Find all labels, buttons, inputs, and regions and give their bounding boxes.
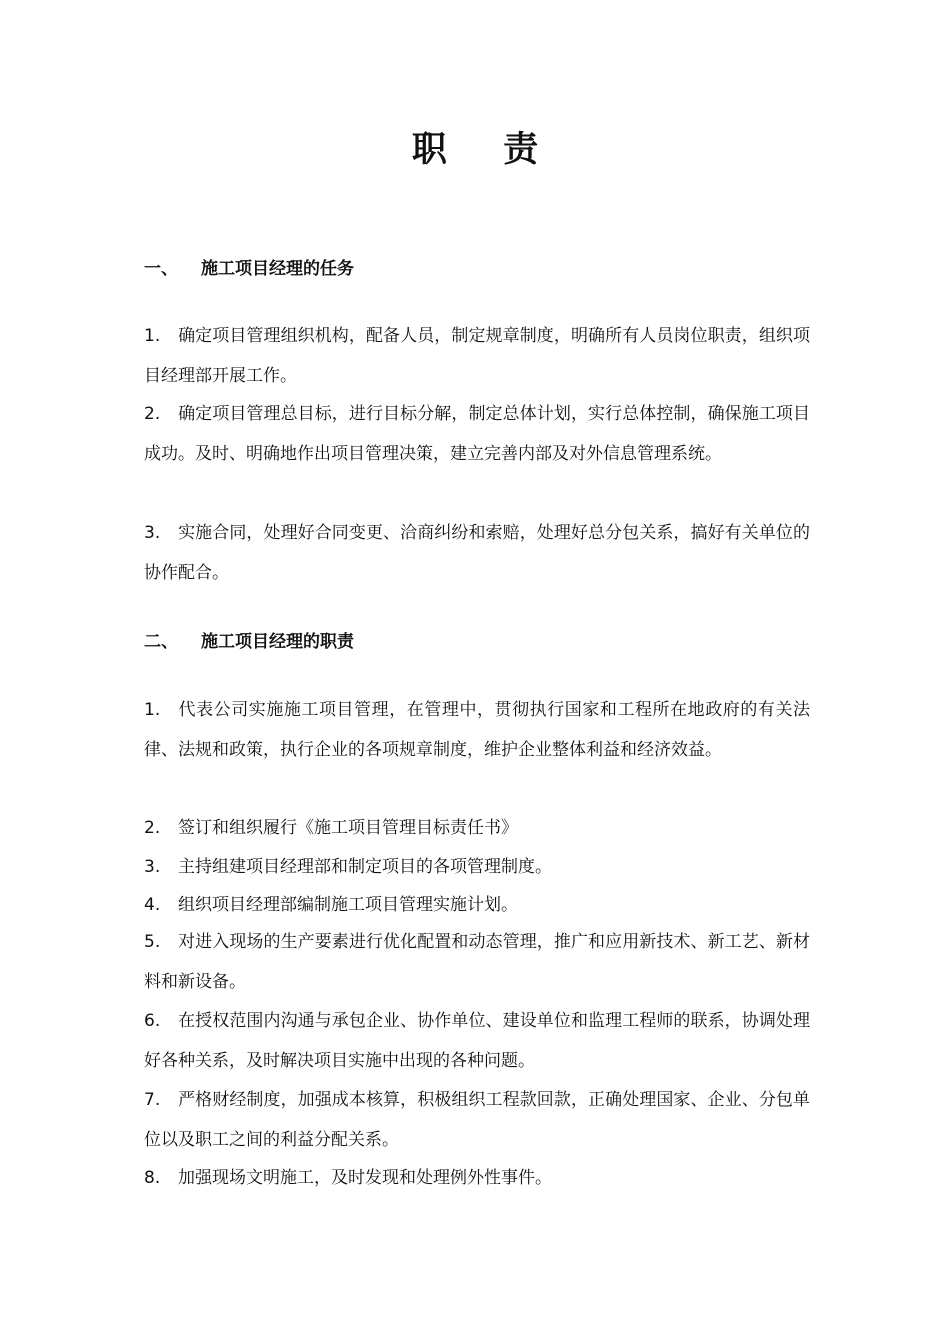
list-item: [144, 514, 810, 593]
list-item: [144, 1159, 810, 1199]
item-text: 签订和组织履行《施工项目管理目标责任书》: [178, 818, 518, 838]
section-number: 一、: [144, 259, 178, 279]
item-text: 对进入现场的生产要素进行优化配置和动态管理，推广和应用新技术、新工艺、新材料和新设备。: [144, 932, 810, 992]
section-title: 施工项目经理的任务: [201, 259, 354, 279]
list-item: [144, 395, 810, 474]
item-index: 1.: [144, 700, 161, 720]
item-index: 6.: [144, 1011, 161, 1031]
list-item: [144, 691, 810, 770]
list-item: [144, 1081, 810, 1160]
item-index: 8.: [144, 1168, 161, 1188]
item-text: 严格财经制度，加强成本核算，积极组织工程款回款，正确处理国家、企业、分包单位以及职工之间的利益分配关系。: [144, 1090, 810, 1150]
page-title: 职 责: [411, 130, 561, 170]
item-index: 3.: [144, 857, 161, 877]
item-index: 2.: [144, 818, 161, 838]
item-text: 实施合同，处理好合同变更、洽商纠纷和索赔，处理好总分包关系，搞好有关单位的协作配合。: [144, 523, 810, 583]
section-heading-tasks: [144, 257, 354, 281]
item-index: 2.: [144, 404, 161, 424]
item-index: 4.: [144, 895, 161, 915]
item-text: 确定项目管理组织机构，配备人员，制定规章制度，明确所有人员岗位职责，组织项目经理部开展工作。: [144, 326, 810, 386]
item-text: 主持组建项目经理部和制定项目的各项管理制度。: [178, 857, 552, 877]
item-text: 在授权范围内沟通与承包企业、协作单位、建设单位和监理工程师的联系，协调处理好各种关系，及时解决项目实施中出现的各种问题。: [144, 1011, 810, 1071]
item-text: 加强现场文明施工，及时发现和处理例外性事件。: [178, 1168, 552, 1188]
item-index: 7.: [144, 1090, 161, 1110]
item-index: 3.: [144, 523, 161, 543]
list-item: [144, 809, 810, 849]
item-text: 组织项目经理部编制施工项目管理实施计划。: [178, 895, 518, 915]
list-item: [144, 923, 810, 1002]
item-index: 1.: [144, 326, 161, 346]
item-text: 代表公司实施施工项目管理，在管理中，贯彻执行国家和工程所在地政府的有关法律、法规和政策，执行企业的各项规章制度，维护企业整体利益和经济效益。: [144, 700, 810, 760]
list-item: [144, 1002, 810, 1081]
list-item: [144, 886, 810, 926]
section-number: 二、: [144, 632, 178, 652]
item-index: 5.: [144, 932, 161, 952]
item-text: 确定项目管理总目标，进行目标分解，制定总体计划，实行总体控制，确保施工项目成功。及时、明确地作出项目管理决策，建立完善内部及对外信息管理系统。: [144, 404, 810, 464]
section-title: 施工项目经理的职责: [201, 632, 354, 652]
list-item: [144, 848, 810, 888]
section-heading-responsibilities: [144, 630, 354, 654]
list-item: [144, 317, 810, 396]
